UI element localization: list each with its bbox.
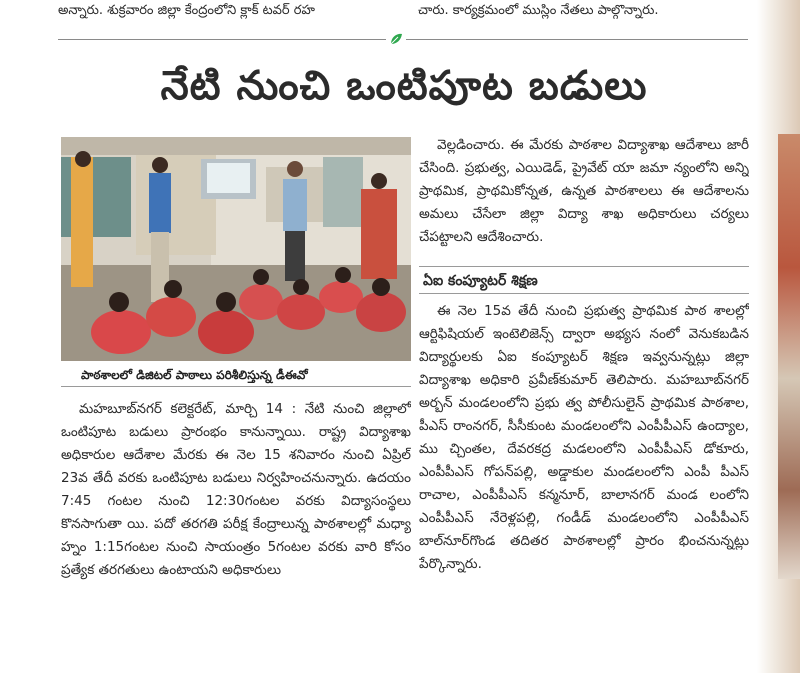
article-right-top-text: వెల్లడించారు. ఈ మేరకు పాఠశాల విద్యాశాఖ ఆదేశాలు జారీ చేసింది. ప్రభుత్వ, ఎయిడెడ్, ప్రైవేట్ యా జమా న్యంలోని అన్ని ప్రాథమిక, ప్రాథమికోన్నత, ఉన్నత పాఠశాలలు ఈ ఆదేశాలను అమలు చేసేలా జిల్లా విద్యా శాఖ అధికారులు చర్యలు చేపట్టాలని ఆదేశించారు.	[419, 137, 749, 245]
leaf-ornament-icon	[386, 30, 406, 48]
previous-article-right-text: చారు. కార్యక్రమంలో ముస్లిం నేతలు పాల్గొన్నారు.	[418, 3, 659, 18]
article-right-column-bottom	[419, 300, 749, 620]
adjacent-page-photo	[778, 134, 800, 579]
article-right-bottom-text: ఈ నెల 15వ తేదీ నుంచి ప్రభుత్వ ప్రాథమిక పాఠ శాలల్లో ఆర్టిఫిషియల్ ఇంటెలిజెన్స్ ద్వారా అభ్యస నంలో వెనుకబడిన విద్యార్థులకు ఏఐ కంప్యూటర్ శిక్షణ ఇవ్వనున్నట్లు జిల్లా విద్యాశాఖ అధికారి ప్రవీణ్‌కుమార్ తెలిపారు. మహబూబ్‌నగర్ అర్బన్ మండలంలోని ప్రభు త్వ పోలీసులైన్ ప్రాథమిక పాఠశాల, పీఎస్ రాంనగర్, సీసీకుంట మండలంలోని ఎంపీపీఎస్ ఉంద్యాల, ము చ్చింతల, దేవరకద్ర మడలంలోని ఎంపీపీఎస్ డోకూరు, ఎంపీపీఎస్ గోపన్‌పల్లి, అడ్డాకుల మండలంలోని ఎంపీ పీఎస్ రాచాల, ఎంపీపీఎస్ కన్మనూర్, బాలానగర్ మండ లంలోని ఎంపీపీఎస్ నేరెళ్లపల్లి, గండీడ్ మండలంలోని ఎంపీపీఎస్ బాల్‌నూర్‌గొండ తదితర పాఠశాలల్లో ప్రారం భించనున్నట్లు పేర్కొన్నారు.	[419, 303, 749, 572]
headline: నేటి నుంచి ఒంటిపూట బడులు	[160, 63, 648, 109]
classroom-photo	[61, 137, 411, 361]
article-left-column	[61, 398, 411, 618]
article-right-column-top	[419, 134, 749, 259]
sub-headline: ఏఐ కంప్యూటర్ శిక్షణ	[419, 266, 749, 294]
classroom-illustration	[61, 137, 411, 361]
previous-article-left-text: అన్నారు. శుక్రవారం జిల్లా కేంద్రంలోని క్లాక్ టవర్ రహ	[58, 3, 315, 18]
photo-caption: పాఠశాలలో డిజిటల్ పాఠాలు పరిశీలిస్తున్న డీఈవో	[61, 364, 411, 387]
article-left-text: మహబూబ్‌నగర్ కలెక్టరేట్, మార్చి 14 : నేటి నుంచి జిల్లాలో ఒంటిపూట బడులు ప్రారంభం కానున్నాయి. రాష్ట్ర విద్యాశాఖ అధికారుల ఆదేశాల మేరకు ఈ నెల 15 శనివారం నుంచి ఏప్రిల్ 23వ తేదీ వరకు ఒంటిపూట బడులు నిర్వహించనున్నారు. ఉదయం 7:45 గంటల నుంచి 12:30గంటల వరకు విద్యాసంస్థలు కొనసాగుతా యి. పదో తరగతి పరీక్ష కేంద్రాలున్న పాఠశాలల్లో మధ్యా హ్నం 1:15గంటల నుంచి సాయంత్రం 5గంటల వరకు వారి కోసం ప్రత్యేక తరగతులు ఉంటాయని అధికారులు	[61, 401, 411, 578]
previous-article-tail	[0, 0, 760, 26]
